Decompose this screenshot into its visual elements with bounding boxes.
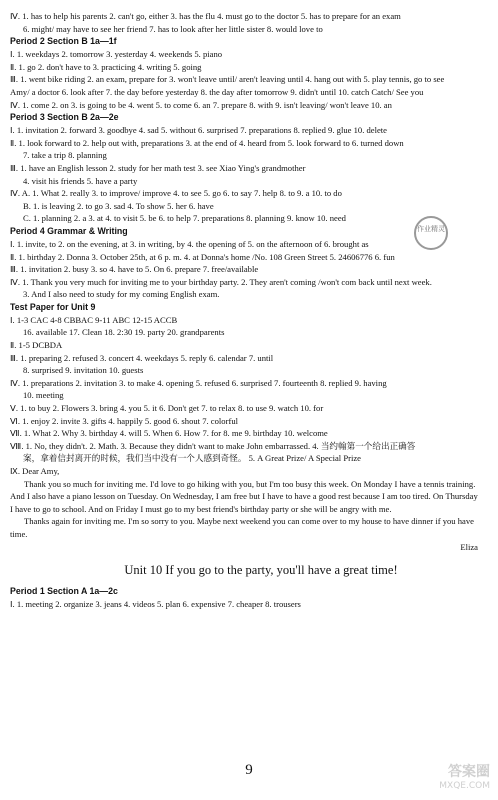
answer-line: Ⅱ. 1. look forward to 2. help out with, preparations 3. at the end of 4. heard from 5. look forward to 6. turned down <box>10 137 404 148</box>
test-paper-heading: Test Paper for Unit 9 <box>10 301 96 312</box>
answer-line: Ⅰ. 1. invitation 2. forward 3. goodbye 4. sad 5. without 6. surprised 7. preparations 8. replied 9. glue 10. delete <box>10 125 388 136</box>
answer-line: 案，拿着信封离开的时候，我们当中没有一个人感到奇怪。 5. A Great Prize/ A Special Prize <box>23 453 361 464</box>
answer-line: Ⅱ. 1. go 2. don't have to 3. practicing 4. writing 5. going <box>10 61 202 72</box>
period-2-heading: Period 2 Section B 1a—1f <box>10 36 117 47</box>
unit-10-title: Unit 10 If you go to the party, you'll have a great time! <box>124 563 398 578</box>
answer-line: Ⅲ. 1. preparing 2. refused 3. concert 4. weekdays 5. reply 6. calendar 7. until <box>10 352 274 363</box>
answer-line: Ⅳ. 1. Thank you very much for inviting me to your birthday party. 2. They aren't coming /won't com back until next week. <box>10 276 432 287</box>
page-number: 9 <box>245 762 253 778</box>
answer-line: Ⅴ. 1. to buy 2. Flowers 3. bring 4. you 5. it 6. Don't get 7. to relax 8. to use 9. watch 10. for <box>10 403 324 414</box>
answer-line: 7. take a trip 8. planning <box>23 150 107 161</box>
answer-line: Ⅰ. 1-3 CAC 4-8 CBBAC 9-11 ABC 12-15 ACCB <box>10 314 178 325</box>
answer-line: Ⅱ. 1-5 DCBDA <box>10 340 63 351</box>
answer-line: Ⅷ. 1. No, they didn't. 2. Math. 3. Because they didn't want to make John embarrassed. 4. 当约翰第一个给出正确答 <box>10 440 416 451</box>
answer-line: Ⅲ. 1. went bike riding 2. an exam, prepare for 3. won't leave until/ aren't leaving until 4. hang out with 5. play tennis, go to see <box>10 74 445 85</box>
answer-line: Ⅰ. 1. meeting 2. organize 3. jeans 4. videos 5. plan 6. expensive 7. cheaper 8. trousers <box>10 599 301 610</box>
answer-line: Ⅳ. 1. come 2. on 3. is going to be 4. went 5. to come 6. an 7. prepare 8. with 9. isn't leaving/ won't leave 10. an <box>10 99 392 110</box>
answer-line: 8. surprised 9. invitation 10. guests <box>23 365 144 376</box>
answer-line: Ⅳ. 1. preparations 2. invitation 3. to make 4. opening 5. refused 6. surprised 7. fourteenth 8. replied 9. having <box>10 377 387 388</box>
answer-line: Ⅳ. 1. has to help his parents 2. can't go, either 3. has the flu 4. must go to the doctor 5. has to prepare for an exam <box>10 11 401 21</box>
period-3-heading: Period 3 Section B 2a—2e <box>10 112 119 123</box>
letter-paragraph: Thanks again for inviting me. I'm so sorry to you. Maybe next weekend you can come over to my house to have dinner if you have time. <box>10 516 474 539</box>
letter-paragraph: Thank you so much for inviting me. I'd love to go hiking with you, but I'm too busy this week. On Monday I have a tennis training. And I also have a piano lesson on Tuesday. On Wednesday, I am free but I have to have a good rest because I am too tired. On Thursday I have to go to school. And on Friday I must go to my best friend's birthday party or she will be angry with me. <box>10 478 478 514</box>
answer-line: 6. might/ may have to see her friend 7. has to look after her little sister 8. would love to <box>23 23 323 34</box>
answer-line: 10. meeting <box>23 390 64 401</box>
answer-line: C. 1. planning 2. a 3. at 4. to visit 5. be 6. to help 7. preparations 8. planning 9. know 10. need <box>23 213 346 224</box>
answer-line: Ⅳ. A. 1. What 2. really 3. to improve/ improve 4. to see 5. go 6. to say 7. help 8. to 9. a 10. to do <box>10 188 342 199</box>
unit-10-period-1-heading: Period 1 Section A 1a—2c <box>10 586 118 597</box>
answer-line: Amy/ a doctor 6. look after 7. the day before yesterday 8. the day after tomorrow 9. didn't until 10. catch Catch/ See you <box>10 86 424 97</box>
seal-stamp: 作业精灵 <box>414 216 448 250</box>
period-4-heading: Period 4 Grammar & Writing <box>10 225 128 236</box>
answer-line: Ⅰ. 1. weekdays 2. tomorrow 3. yesterday 4. weekends 5. piano <box>10 49 223 60</box>
answer-line: Ⅲ. 1. have an English lesson 2. study for her math test 3. see Xiao Ying's grandmother <box>10 162 306 173</box>
answer-line: Ⅶ. 1. What 2. Why 3. birthday 4. will 5. When 6. How 7. for 8. me 9. birthday 10. welcome <box>10 428 328 439</box>
answer-line: Ⅵ. 1. enjoy 2. invite 3. gifts 4. happily 5. good 6. shout 7. colorful <box>10 415 239 426</box>
answer-line: Ⅲ. 1. invitation 2. busy 3. so 4. have to 5. On 6. prepare 7. free/available <box>10 264 259 275</box>
watermark-text: MXQE.COM <box>439 781 490 791</box>
letter-greeting: Ⅸ. Dear Amy, <box>10 466 60 476</box>
watermark-logo <box>424 764 490 794</box>
answer-line: Ⅰ. 1. invite, to 2. on the evening, at 3. in writing, by 4. the opening of 5. on the afternoon of 6. brought as <box>10 238 369 249</box>
answer-line: B. 1. is leaving 2. to go 3. sad 4. To show 5. her 6. have <box>23 200 214 211</box>
answer-line: 3. And I also need to study for my coming English exam. <box>23 289 220 300</box>
answer-line: 16. available 17. Clean 18. 2:30 19. party 20. grandparents <box>23 327 225 338</box>
answer-line: 4. visit his friends 5. have a party <box>23 175 138 186</box>
answer-page <box>10 10 492 611</box>
answer-line: Ⅱ. 1. birthday 2. Donna 3. October 25th, at 6 p. m. 4. at Donna's home /No. 108 Green Street 5. 24606776 6. fun <box>10 251 395 262</box>
watermark-text: 答案圈 <box>448 764 490 780</box>
letter-signature: Eliza <box>460 541 478 552</box>
